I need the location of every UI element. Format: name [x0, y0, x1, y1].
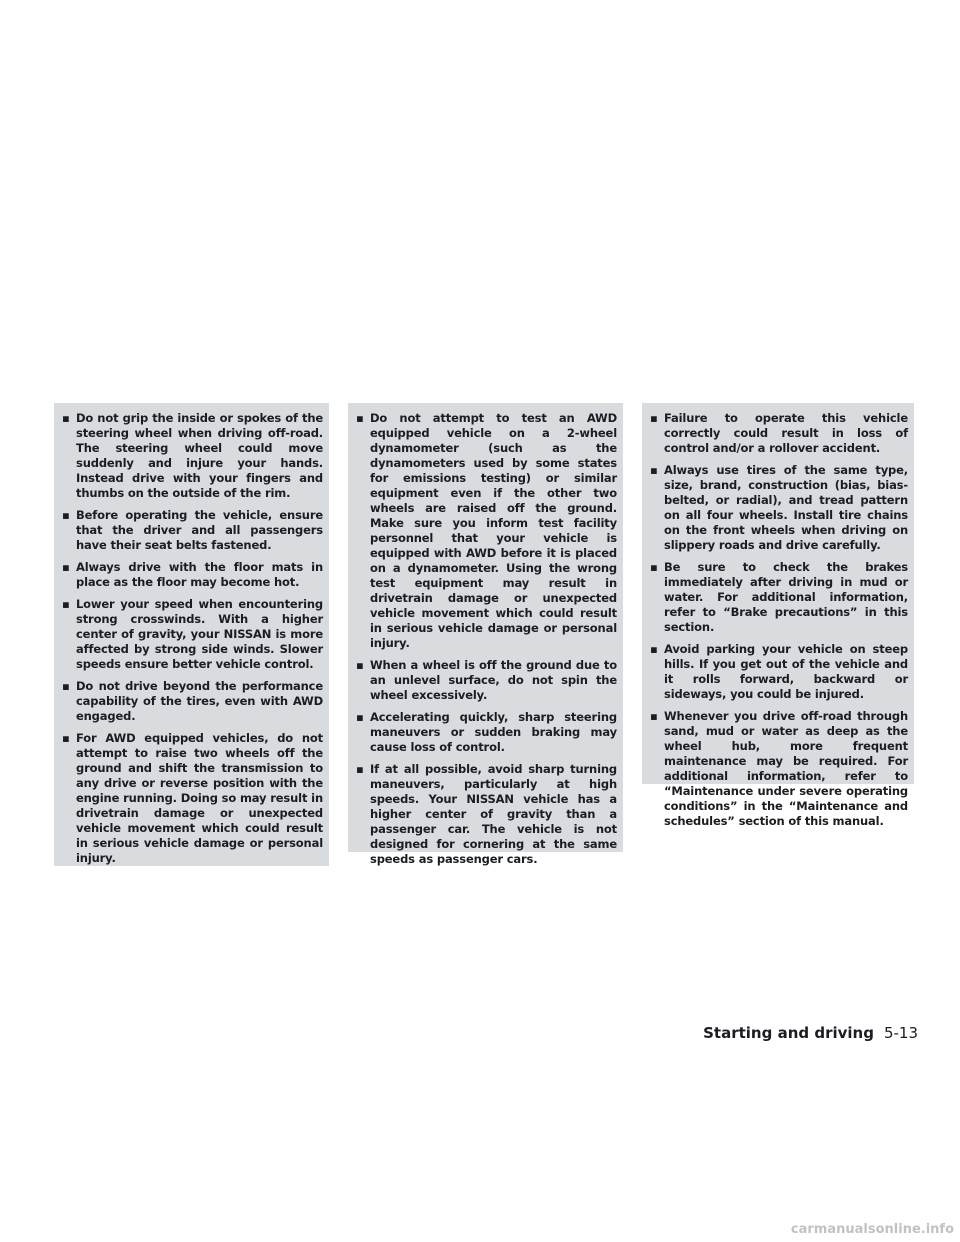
bullet-icon: ▪ [650, 709, 658, 723]
list-item: ▪ Always drive with the floor mats in place as the floor may become hot. [62, 560, 323, 589]
bullet-icon: ▪ [650, 411, 658, 425]
bullet-icon: ▪ [62, 679, 70, 693]
warning-list [650, 411, 908, 829]
list-item: ▪ Do not grip the inside or spokes of the steering wheel when driving off-road. The steering wheel could move suddenly and injure your hands. Instead drive with your fingers and thumbs on the outside of the rim. [62, 411, 323, 500]
section-title: Starting and driving [703, 1024, 874, 1042]
list-item: ▪ Lower your speed when encountering strong crosswinds. With a higher center of gravity, your NISSAN is more affected by strong side winds. Slower speeds ensure better vehicle control. [62, 597, 323, 671]
list-item: ▪ Be sure to check the brakes immediately after driving in mud or water. For additional information, refer to “Brake precautions” in this section. [650, 560, 908, 634]
list-item: ▪ Before operating the vehicle, ensure that the driver and all passengers have their seat belts fastened. [62, 508, 323, 552]
list-item: ▪ Whenever you drive off-road through sand, mud or water as deep as the wheel hub, more frequent maintenance may be required. For additional information, refer to “Maintenance under severe operating conditions” in the “Maintenance and schedules” section of this manual. [650, 709, 908, 828]
warning-column-3 [642, 403, 914, 828]
bullet-icon: ▪ [356, 762, 364, 776]
bullet-icon: ▪ [650, 463, 658, 477]
bullet-icon: ▪ [62, 508, 70, 522]
bullet-icon: ▪ [62, 731, 70, 745]
bullet-icon: ▪ [356, 710, 364, 724]
list-item: ▪ Failure to operate this vehicle correctly could result in loss of control and/or a rollover accident. [650, 411, 908, 455]
bullet-icon: ▪ [356, 411, 364, 425]
list-item: ▪ For AWD equipped vehicles, do not attempt to raise two wheels off the ground and shift the transmission to any drive or reverse position with the engine running. Doing so may result in drivetrain damage or unexpected vehicle movement which could result in serious vehicle damage or personal injury. [62, 731, 323, 865]
bullet-icon: ▪ [356, 658, 364, 672]
page-footer [703, 1023, 918, 1043]
warning-list [356, 411, 617, 867]
watermark: carmanualsonline.info [790, 1222, 954, 1237]
list-item: ▪ Do not attempt to test an AWD equipped vehicle on a 2-wheel dynamometer (such as the dynamometers used by some states for emissions testing) or similar equipment even if the other two wheels are raised off the ground. Make sure you inform test facility personnel that your vehicle is equipped with AWD before it is placed on a dynamometer. Using the wrong test equipment may result in drivetrain damage or unexpected vehicle movement which could result in serious vehicle damage or personal injury. [356, 411, 617, 650]
list-item: ▪ Accelerating quickly, sharp steering maneuvers or sudden braking may cause loss of control. [356, 710, 617, 754]
bullet-icon: ▪ [62, 560, 70, 574]
warning-column-1 [54, 403, 329, 866]
page-number: 5-13 [883, 1024, 918, 1042]
bullet-icon: ▪ [650, 560, 658, 574]
list-item: ▪ Do not drive beyond the performance capability of the tires, even with AWD engaged. [62, 679, 323, 723]
bullet-icon: ▪ [62, 411, 70, 425]
list-item: ▪ When a wheel is off the ground due to an unlevel surface, do not spin the wheel excessively. [356, 658, 617, 702]
warning-column-2 [348, 403, 623, 866]
list-item: ▪ Always use tires of the same type, size, brand, construction (bias, bias-belted, or radial), and tread pattern on all four wheels. Install tire chains on the front wheels when driving on slippery roads and drive carefully. [650, 463, 908, 552]
bullet-icon: ▪ [62, 597, 70, 611]
warning-list [62, 411, 323, 866]
list-item: ▪ Avoid parking your vehicle on steep hills. If you get out of the vehicle and it rolls forward, backward or sideways, you could be injured. [650, 642, 908, 701]
list-item: ▪ If at all possible, avoid sharp turning maneuvers, particularly at high speeds. Your NISSAN vehicle has a higher center of gravity than a passenger car. The vehicle is not designed for cornering at the same speeds as passenger cars. [356, 762, 617, 866]
bullet-icon: ▪ [650, 642, 658, 656]
